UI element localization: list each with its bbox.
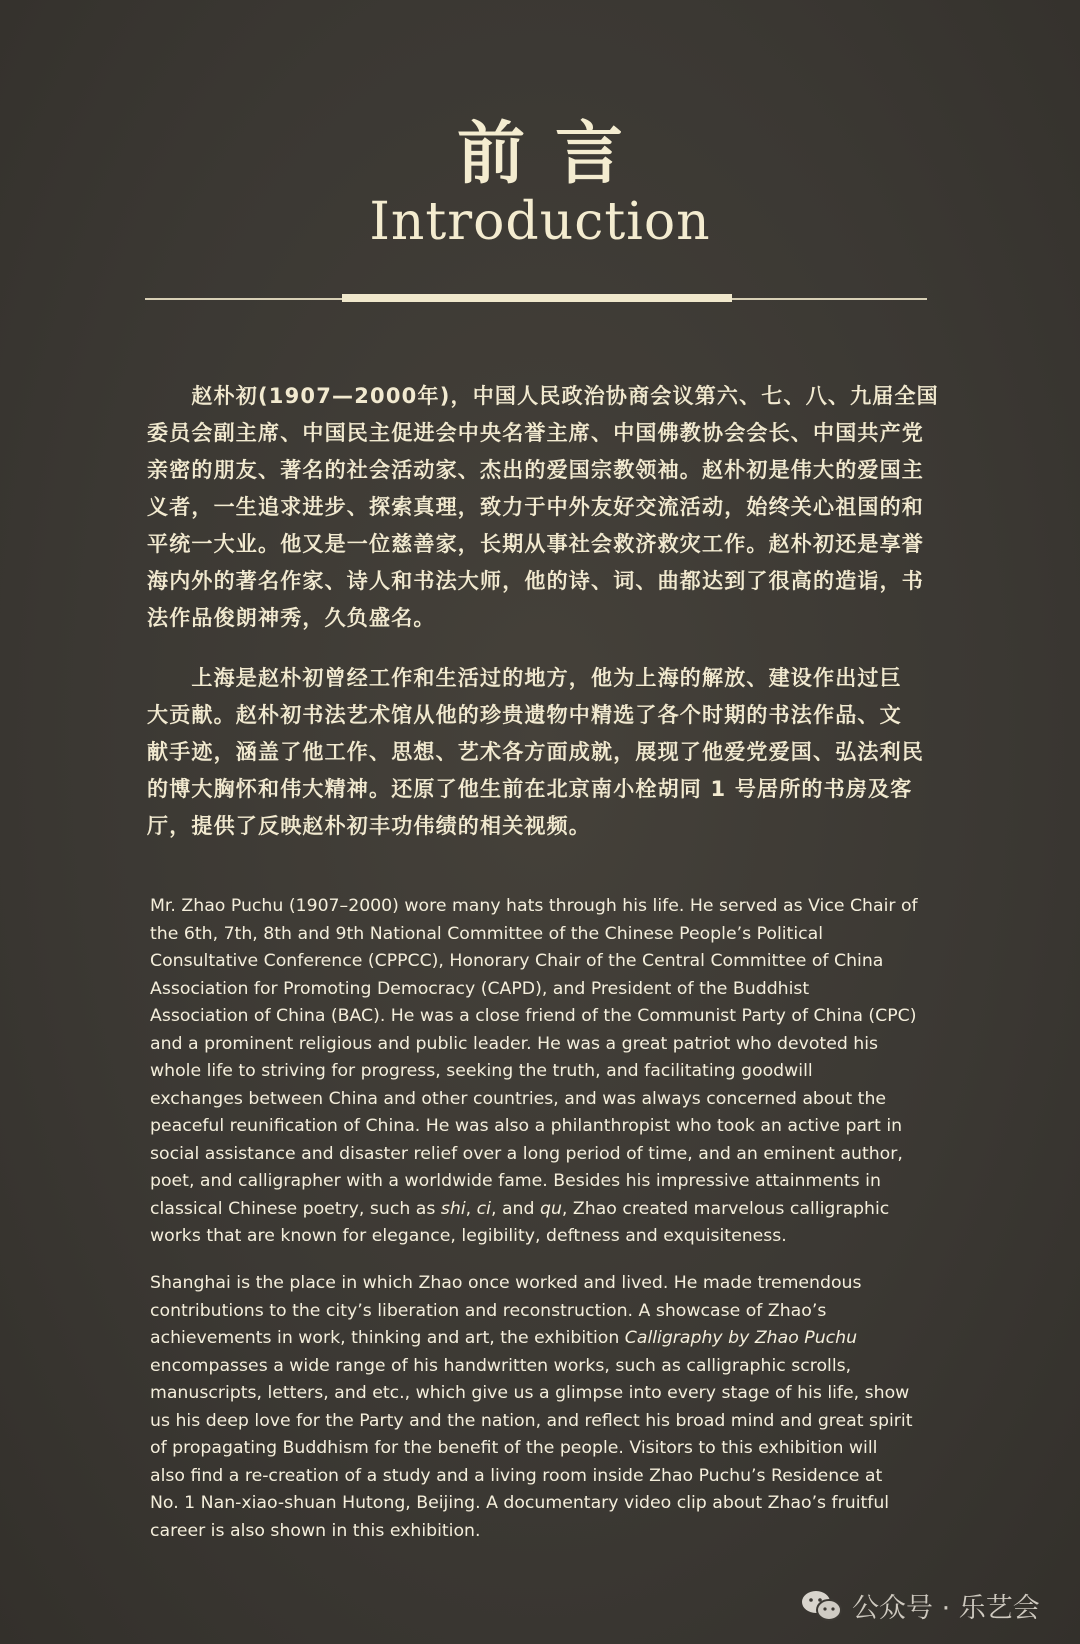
title-chinese: 前言	[456, 114, 653, 194]
text-line	[150, 948, 940, 976]
text-line: 大贡献。赵朴初书法艺术馆从他的珍贵遗物中精选了各个时期的书法作品、文	[147, 703, 902, 727]
text-segment: and a prominent religious and public leader. He was a great patriot who devoted his	[150, 1033, 879, 1054]
wechat-icon	[800, 1588, 844, 1624]
text-line: 委员会副主席、中国民主促进会中央名誉主席、中国佛教协会会长、中国共产党	[147, 421, 924, 445]
text-line	[150, 921, 940, 949]
text-segment: whole life to striving for progress, seeking the truth, and facilitating goodwill	[150, 1061, 813, 1081]
text-segment: Mr. Zhao Puchu (1907–2000) wore many hats through his life. He served as Vice Chair of	[150, 896, 918, 916]
chinese-paragraph-1	[147, 378, 937, 637]
text-segment: , Zhao created marvelous calligraphic	[561, 1198, 890, 1219]
text-segment: peaceful reunification of China. He was also a philanthropist who took an active part in	[150, 1116, 903, 1136]
text-line: 上海是赵朴初曾经工作和生活过的地方，他为上海的解放、建设作出过巨	[147, 666, 902, 690]
text-line: 平统一大业。他又是一位慈善家，长期从事社会救济救灾工作。赵朴初还是享誉	[147, 532, 924, 556]
text-line: 义者，一生追求进步、探索真理，致力于中外友好交流活动，始终关心祖国的和	[147, 495, 924, 519]
title-english: Introduction	[369, 192, 711, 252]
text-line: 海内外的著名作家、诗人和书法大师，他的诗、词、曲都达到了很高的造诣，书	[147, 569, 924, 593]
text-segment: classical Chinese poetry, such as	[150, 1198, 441, 1219]
text-segment: Consultative Conference (CPPCC), Honorary Chair of the Central Committee of China	[150, 951, 884, 971]
text-line	[150, 1435, 940, 1463]
text-segment: the 6th, 7th, 8th and 9th National Committee of the Chinese People’s Political	[150, 923, 824, 944]
text-line	[150, 1270, 940, 1298]
english-paragraph-2	[150, 1270, 940, 1545]
text-line	[150, 1003, 940, 1031]
text-line: 赵朴初(1907—2000年)，中国人民政治协商会议第六、七、八、九届全国	[147, 384, 939, 408]
text-segment: No. 1 Nan-xiao-shuan Hutong, Beijing. A documentary video clip about Zhao’s fruitful	[150, 1493, 890, 1513]
text-line	[150, 1086, 940, 1114]
text-segment: us his deep love for the Party and the nation, and reflect his broad mind and great spirit	[150, 1410, 913, 1431]
text-segment: career is also shown in this exhibition.	[150, 1520, 481, 1541]
text-segment: works that are known for elegance, legibility, deftness and exquisiteness.	[150, 1226, 787, 1246]
text-line	[150, 893, 940, 921]
text-segment: contributions to the city’s liberation and reconstruction. A showcase of Zhao’s	[150, 1300, 827, 1321]
text-segment: Association for Promoting Democracy (CAPD), and President of the Buddhist	[150, 978, 810, 999]
text-segment: Shanghai is the place in which Zhao once worked and lived. He made tremendous	[150, 1273, 862, 1293]
text-line	[150, 1463, 940, 1491]
text-segment: social assistance and disaster relief over a long period of time, and an eminent author,	[150, 1143, 903, 1164]
text-segment: achievements in work, thinking and art, the exhibition	[150, 1328, 625, 1348]
watermark-text: 公众号 · 乐艺会	[852, 1593, 1040, 1624]
text-line: 的博大胸怀和伟大精神。还原了他生前在北京南小栓胡同 1 号居所的书房及客	[147, 777, 913, 801]
text-segment: manuscripts, letters, and etc., which give us a glimpse into every stage of his life, show	[150, 1383, 910, 1403]
text-segment: of propagating Buddhism for the benefit of the people. Visitors to this exhibition will	[150, 1438, 878, 1458]
text-segment: ,	[465, 1198, 477, 1219]
italic-term: Calligraphy by Zhao Puchu	[624, 1328, 858, 1348]
text-line: 厅，提供了反映赵朴初丰功伟绩的相关视频。	[147, 814, 591, 838]
text-line	[150, 1058, 940, 1086]
text-segment: encompasses a wide range of his handwritten works, such as calligraphic scrolls,	[150, 1355, 852, 1376]
italic-term: shi	[440, 1198, 466, 1219]
text-line	[150, 1325, 940, 1353]
text-line: 献手迹，涵盖了他工作、思想、艺术各方面成就，展现了他爱党爱国、弘法利民	[147, 740, 924, 764]
text-line	[150, 1298, 940, 1326]
text-segment: , and	[490, 1198, 540, 1219]
text-segment: poet, and calligrapher with a worldwide fame. Besides his impressive attainments in	[150, 1171, 881, 1191]
text-segment: exchanges between China and other countries, and was always concerned about the	[150, 1088, 887, 1109]
text-line	[150, 1518, 940, 1546]
text-line	[150, 1113, 940, 1141]
text-line	[150, 1141, 940, 1169]
italic-term: ci	[476, 1198, 491, 1219]
text-line	[150, 1223, 940, 1251]
chinese-paragraph-2	[147, 660, 937, 845]
text-line	[150, 1490, 940, 1518]
text-line	[150, 1353, 940, 1381]
italic-term: qu	[539, 1198, 562, 1219]
watermark	[800, 1586, 1040, 1625]
text-line	[150, 1031, 940, 1059]
text-line: 法作品俊朗神秀，久负盛名。	[147, 606, 436, 630]
text-line: 亲密的朋友、著名的社会活动家、杰出的爱国宗教领袖。赵朴初是伟大的爱国主	[147, 458, 924, 482]
english-paragraph-1	[150, 893, 940, 1251]
text-line	[150, 1380, 940, 1408]
text-segment: Association of China (BAC). He was a close friend of the Communist Party of China (CPC)	[150, 1006, 917, 1026]
text-segment: also find a re-creation of a study and a living room inside Zhao Puchu’s Residence at	[150, 1465, 883, 1486]
text-line	[150, 1196, 940, 1224]
divider-accent-bar	[342, 294, 732, 302]
text-line	[150, 1168, 940, 1196]
text-line	[150, 1408, 940, 1436]
text-line	[150, 976, 940, 1004]
